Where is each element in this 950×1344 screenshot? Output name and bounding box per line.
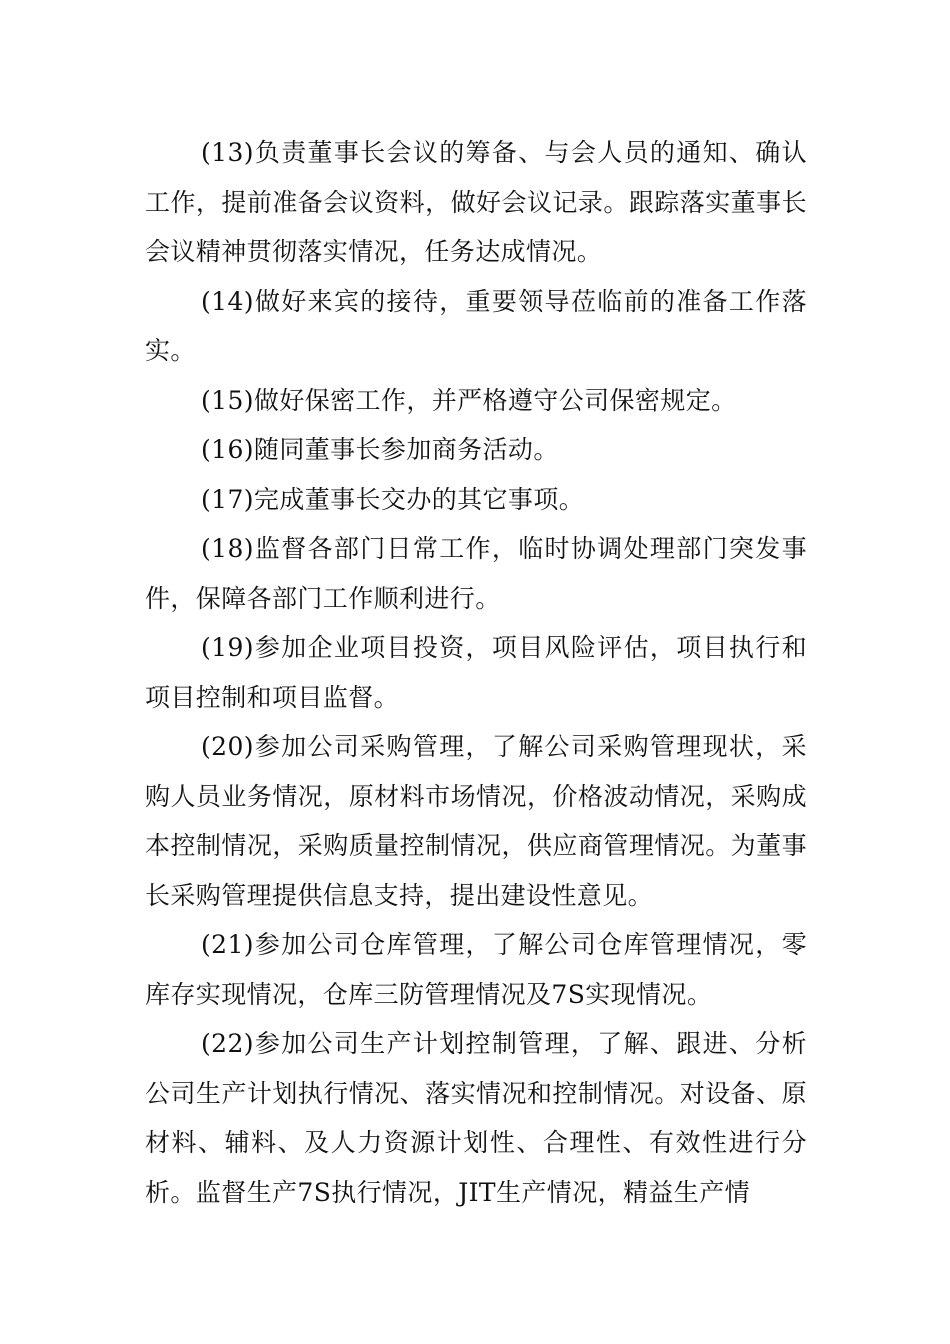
paragraph-16: (16)随同董事长参加商务活动。 [201,435,559,464]
paragraph-22: (22)参加公司生产计划控制管理，了解、跟进、分析公司生产计划执行情况、落实情况和控制情况。对设备、原材料、辅料、及人力资源计划性、合理性、有效性进行分析。监督生产7S执行情况，JIT生产情况，精益生产情 [145,1029,807,1207]
paragraph-19: (19)参加企业项目投资，项目风险评估，项目执行和项目控制和项目监督。 [145,633,807,712]
paragraph-17: (17)完成董事长交办的其它事项。 [201,484,585,514]
paragraph-15: (15)做好保密工作，并严格遵守公司保密规定。 [201,385,737,415]
paragraph-21: (21)参加公司仓库管理，了解公司仓库管理情况，零库存实现情况，仓库三防管理情况及7S实现情况。 [145,930,807,1009]
paragraph-20: (20)参加公司采购管理，了解公司采购管理现状，采购人员业务情况，原材料市场情况，价格波动情况，采购成本控制情况，采购质量控制情况，供应商管理情况。为董事长采购管理提供信息支持，提出建设性意见。 [145,732,807,910]
document-body [145,128,807,1217]
paragraph-13: (13)负责董事长会议的筹备、与会人员的通知、确认工作，提前准备会议资料，做好会议记录。跟踪落实董事长会议精神贯彻落实情况，任务达成情况。 [145,138,807,266]
paragraph-14: (14)做好来宾的接待，重要领导莅临前的准备工作落实。 [145,286,807,365]
paragraph-18: (18)监督各部门日常工作，临时协调处理部门突发事件，保障各部门工作顺利进行。 [145,534,807,613]
